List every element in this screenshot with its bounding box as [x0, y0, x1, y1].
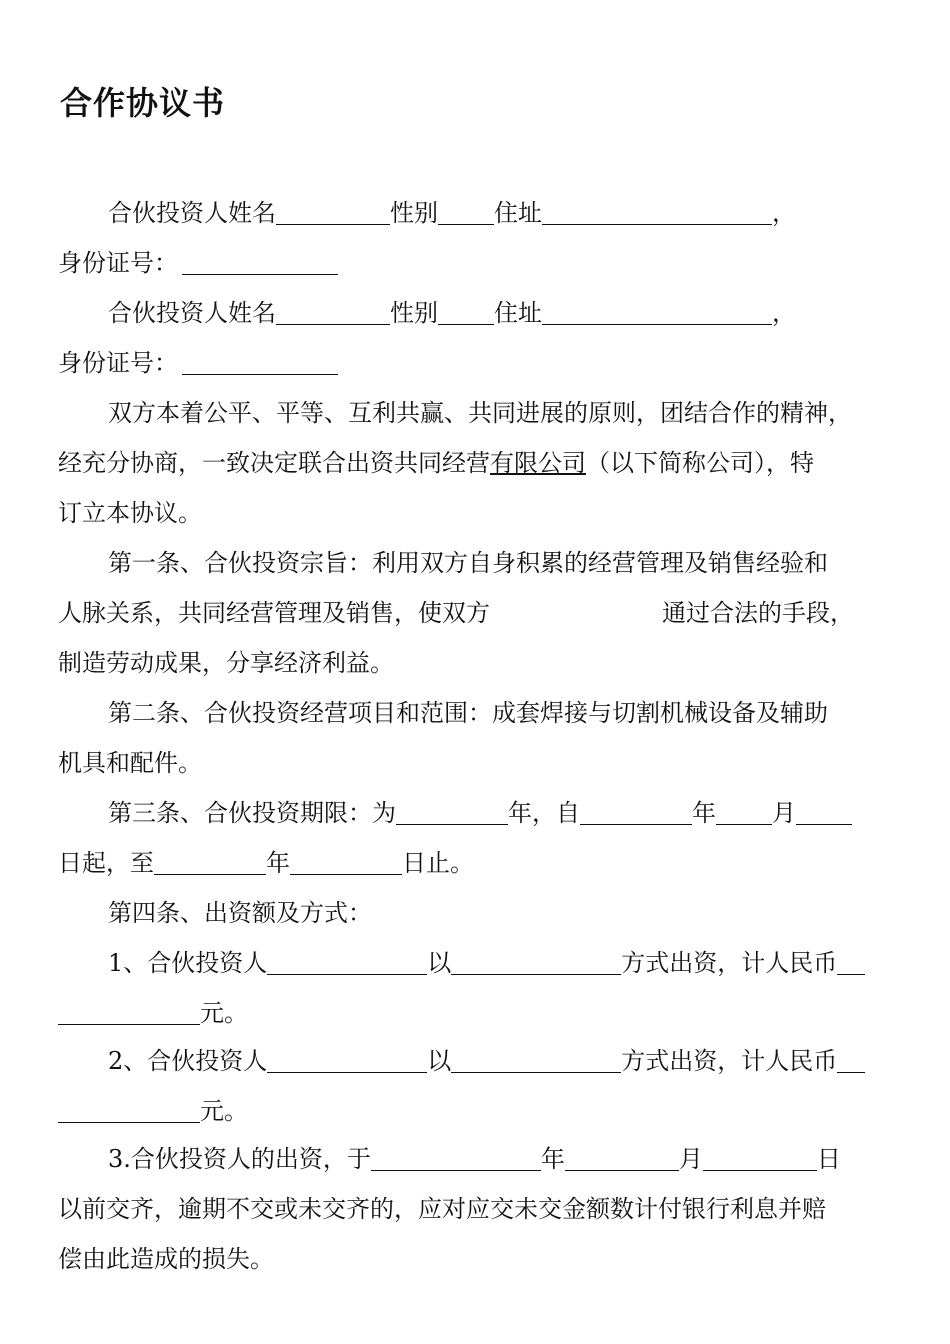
- blank-address: [542, 198, 772, 225]
- intro-line-3: 订立本协议。: [58, 499, 202, 527]
- id-line-2: [58, 338, 338, 388]
- label-address: 住址: [494, 199, 542, 227]
- blank-amount: [58, 1096, 200, 1123]
- blank-id: [182, 248, 338, 275]
- intro-line-1: 双方本着公平、平等、互利共赢、共同进展的原则，团结合作的精神，: [108, 399, 852, 427]
- blank-gender: [438, 198, 494, 225]
- blank-gender: [438, 298, 494, 325]
- label-id: 身份证号：: [58, 349, 178, 377]
- article1-line-1: 第一条、合伙投资宗旨：利用双方自身积累的经营管理及销售经验和: [108, 549, 828, 577]
- blank-investor: [267, 948, 427, 975]
- partner2-line: [108, 288, 796, 338]
- article-text: 月: [678, 1145, 703, 1173]
- article-text: 年: [540, 1145, 565, 1173]
- article-text: 年: [266, 849, 290, 877]
- article-text: 2、合伙投资人: [108, 1047, 268, 1075]
- article-text: 日: [816, 1145, 841, 1173]
- contribution2-line-1: [108, 1036, 865, 1086]
- article-text: 月: [772, 799, 796, 827]
- label-address: 住址: [494, 299, 542, 327]
- article-text: 以: [427, 1047, 452, 1075]
- blank-day: [703, 1144, 817, 1171]
- blank-start-month: [716, 798, 772, 825]
- label-id: 身份证号：: [58, 249, 178, 277]
- article4-heading: 第四条、出资额及方式：: [108, 899, 372, 927]
- blank-month: [565, 1144, 679, 1171]
- article-text: 以: [427, 949, 452, 977]
- blank-investor: [267, 1046, 427, 1073]
- contribution3-line-2: 以前交齐，逾期不交或未交齐的，应对应交未交金额数计付银行利息并赔: [58, 1195, 826, 1223]
- blank-address: [542, 298, 772, 325]
- blank-amount: [837, 948, 865, 975]
- document-title: 合作协议书: [60, 84, 226, 122]
- article3-line-2: [58, 838, 474, 888]
- article-text: 日起，至: [58, 849, 154, 877]
- intro-text: （以下简称公司），特: [586, 449, 814, 477]
- label-gender: 性别: [390, 299, 438, 327]
- comma: ，: [772, 199, 796, 227]
- article-text: 通过合法的手段，: [662, 599, 854, 627]
- blank-end-year: [154, 848, 266, 875]
- article-text: 1、合伙投资人: [108, 949, 268, 977]
- article-text: 元。: [200, 1097, 248, 1125]
- article2-line-2: 机具和配件。: [58, 749, 202, 777]
- blank-id: [182, 348, 338, 375]
- blank-amount: [837, 1046, 865, 1073]
- label-name: 合伙投资人姓名: [108, 199, 276, 227]
- blank-start-year: [580, 798, 692, 825]
- article-text: 年: [692, 799, 716, 827]
- contribution3-line-3: 偿由此造成的损失。: [58, 1245, 274, 1273]
- blank-years: [396, 798, 508, 825]
- contribution3-line-1: [108, 1134, 841, 1184]
- contribution2-line-2: [58, 1086, 248, 1136]
- label-name: 合伙投资人姓名: [108, 299, 276, 327]
- company-name: 有限公司: [490, 449, 586, 477]
- article-text: 日止。: [402, 849, 474, 877]
- blank-method: [451, 1046, 621, 1073]
- article-text: 方式出资，计人民币: [621, 949, 838, 977]
- blank-year: [371, 1144, 541, 1171]
- article2-line-1: 第二条、合伙投资经营项目和范围：成套焊接与切割机械设备及辅助: [108, 699, 828, 727]
- article-text: 第三条、合伙投资期限：为: [108, 799, 396, 827]
- blank-start-day: [796, 798, 852, 825]
- blank-name: [276, 298, 390, 325]
- blank-amount: [58, 998, 200, 1025]
- article-text: 方式出资，计人民币: [621, 1047, 838, 1075]
- intro-text: 经充分协商，一致决定联合出资共同经营: [58, 449, 490, 477]
- contribution1-line-2: [58, 988, 248, 1038]
- label-gender: 性别: [390, 199, 438, 227]
- article-text: 年，自: [508, 799, 580, 827]
- article1-line-2: [58, 588, 854, 638]
- id-line-1: [58, 238, 338, 288]
- partner1-line: [108, 188, 796, 238]
- article-text: 人脉关系，共同经营管理及销售，使双方: [58, 599, 490, 627]
- intro-line-2: [58, 438, 814, 488]
- article3-line-1: [108, 788, 852, 838]
- blank-method: [451, 948, 621, 975]
- contribution1-line-1: [108, 938, 865, 988]
- comma: ，: [772, 299, 796, 327]
- article1-line-3: 制造劳动成果，分享经济利益。: [58, 649, 394, 677]
- blank-end-month: [290, 848, 402, 875]
- blank-name: [276, 198, 390, 225]
- article-text: 3.合伙投资人的出资，于: [108, 1145, 371, 1173]
- article-text: 元。: [200, 999, 248, 1027]
